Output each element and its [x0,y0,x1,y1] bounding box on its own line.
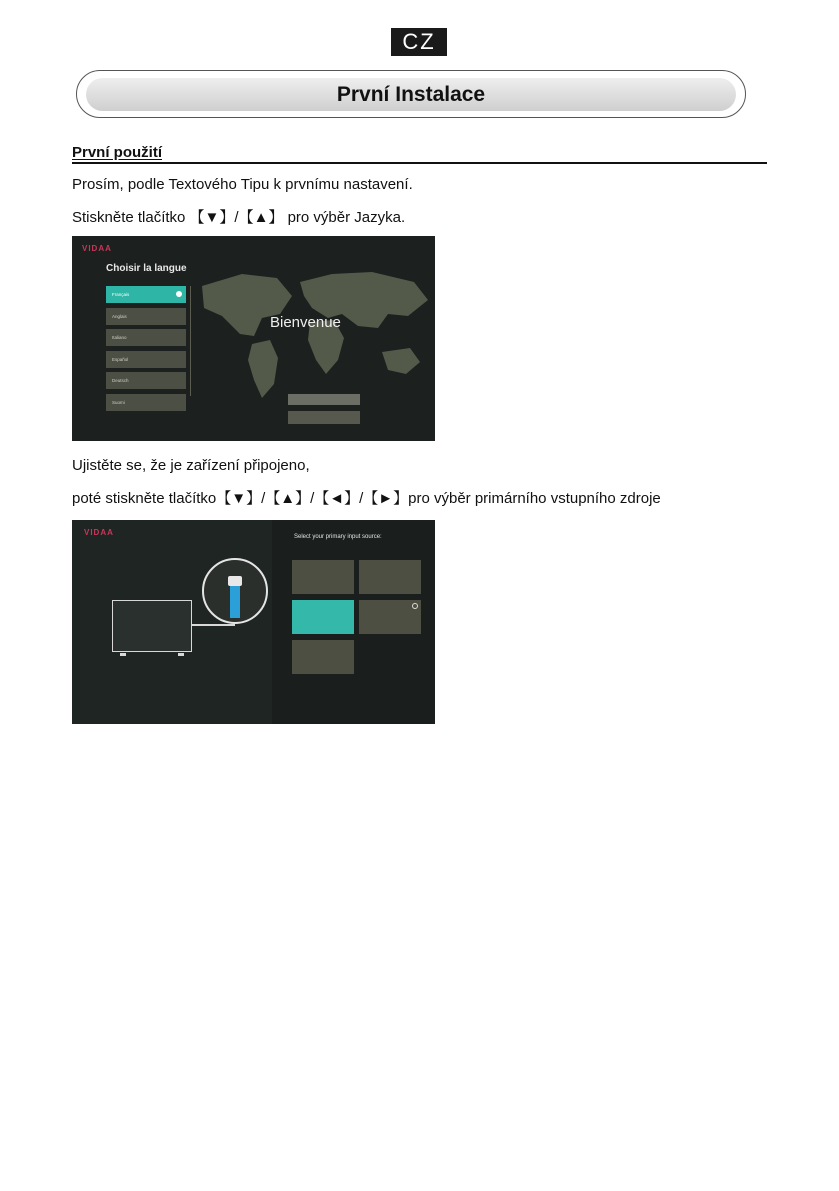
brand-logo: VIDAA [82,244,112,253]
language-list [106,286,186,415]
page-title: První Instalace [86,78,736,111]
language-option[interactable]: Suomi [106,394,186,411]
tv-stand [178,653,184,656]
map-continent [248,340,278,398]
list-scrollbar[interactable] [190,286,191,396]
section-title: První použití [72,144,162,161]
input-source-tile[interactable] [359,560,421,594]
language-setup-screenshot [72,236,435,441]
language-tag: CZ [391,28,447,56]
language-option[interactable]: Deutsch [106,372,186,389]
instruction-text: Ujistěte se, že je zařízení připojeno, [72,457,310,474]
brand-logo: VIDAA [84,528,114,537]
language-option[interactable]: Anglais [106,308,186,325]
input-source-tile[interactable] [292,640,354,674]
check-circle-icon [412,603,418,609]
language-option[interactable]: Español [106,351,186,368]
instruction-text: Prosím, podle Textového Tipu k prvnímu nastavení. [72,176,413,193]
next-button[interactable] [288,411,360,424]
input-source-tile[interactable] [292,600,354,634]
hdmi-plug-icon [228,576,242,586]
screen-title: Choisir la langue [106,263,187,274]
input-source-tile[interactable] [292,560,354,594]
input-source-tile[interactable] [359,600,421,634]
instruction-text: poté stiskněte tlačítko【▼】/【▲】/【◄】/【►】pro výběr primárního vstupního zdroje [72,490,661,507]
map-continent [382,348,420,374]
language-option[interactable]: Français [106,286,186,303]
cable-icon [230,586,240,618]
world-map-image [182,256,435,406]
section-divider [72,162,767,164]
welcome-text: Bienvenue [270,314,341,331]
screen-title: Select your primary input source: [294,534,382,540]
language-option[interactable]: Italiano [106,329,186,346]
tv-stand [120,653,126,656]
instruction-text: Stiskněte tlačítko 【▼】/【▲】 pro výběr Jazyka. [72,209,406,226]
cable-line [192,624,235,626]
tv-icon [112,600,192,652]
setting-select[interactable] [288,394,360,405]
input-source-screenshot [72,520,435,724]
